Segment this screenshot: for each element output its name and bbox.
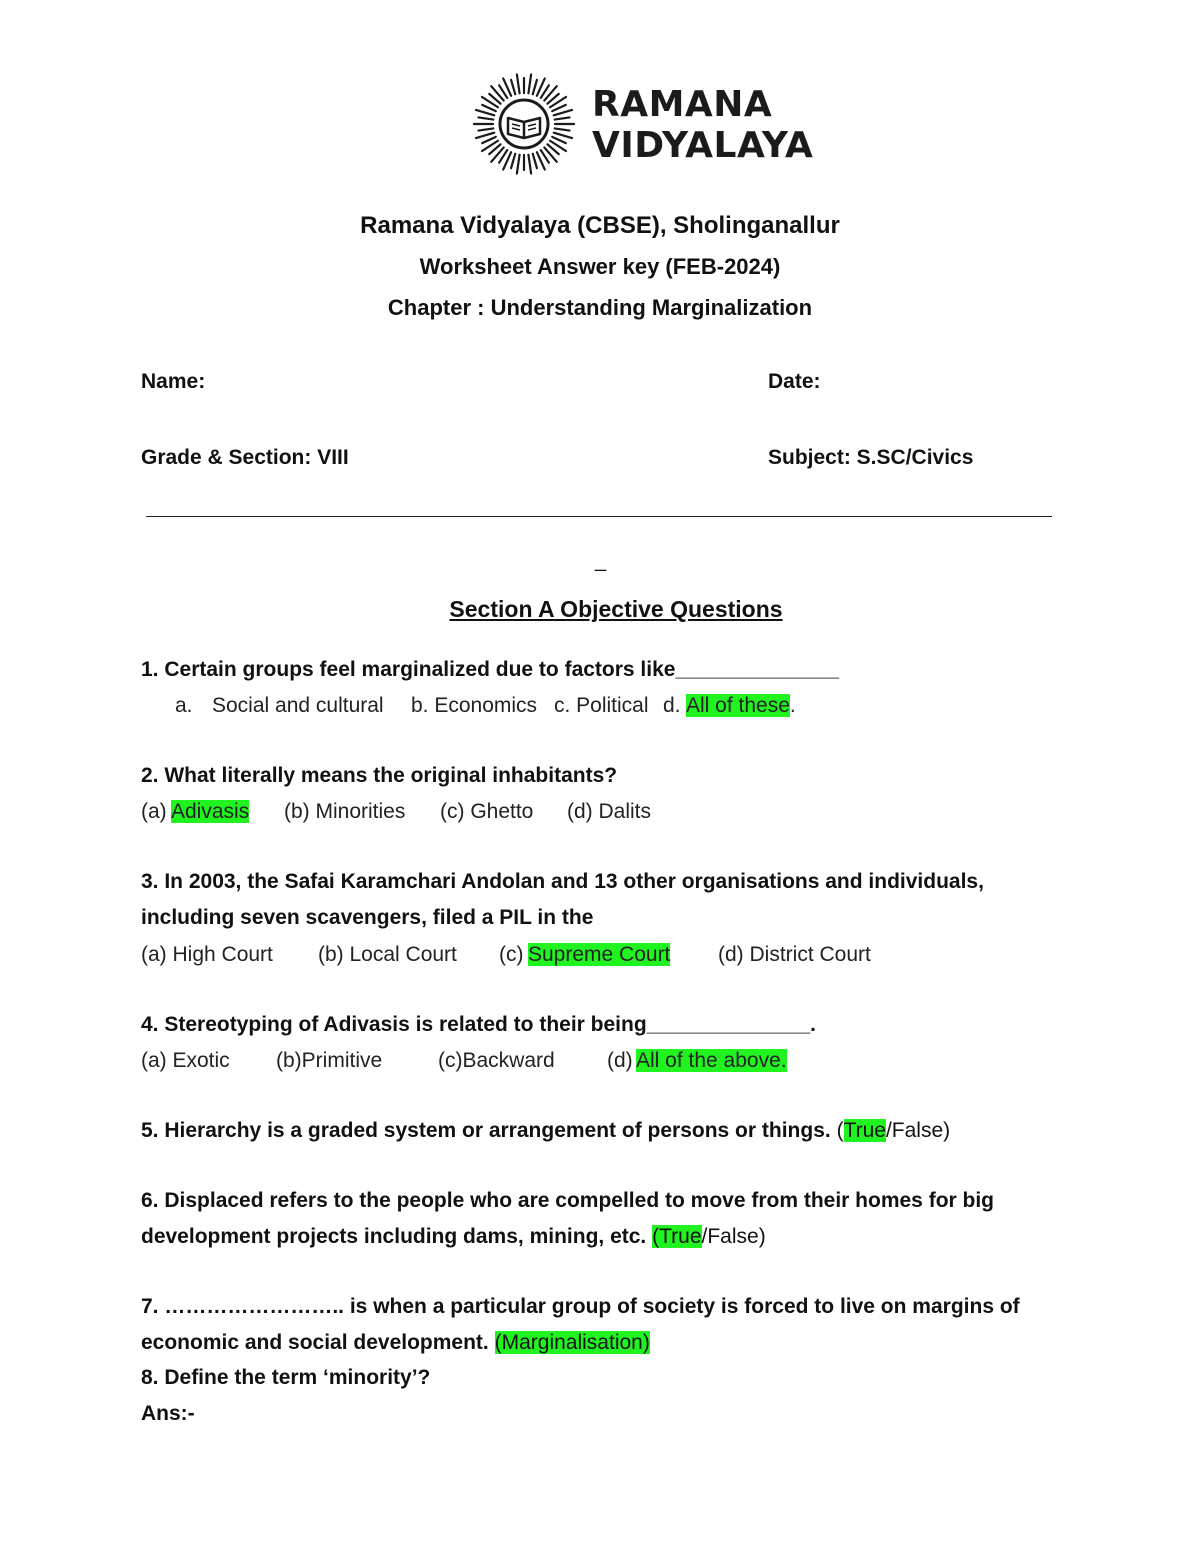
chapter-title: Chapter : Understanding Marginalization [387, 295, 813, 320]
q3-option-c-marker: (c) [499, 943, 524, 966]
q6-text-2: development projects including dams, mining, etc. [141, 1225, 647, 1248]
question-4: 4. Stereotyping of Adivasis is related to their being______________. [141, 1013, 817, 1036]
logo-ray [555, 117, 570, 119]
q4-answer-highlight: All of the above. [636, 1049, 787, 1072]
q1-option-c: c. Political [554, 694, 649, 717]
logo-line-2: VIDYALAYA [592, 125, 814, 166]
q3-option-a: (a) High Court [141, 943, 273, 966]
q2-option-a-marker: (a) [141, 800, 167, 823]
q4-answer [636, 1049, 787, 1073]
logo-ray [517, 75, 520, 94]
q6-answer-rest: /False) [701, 1225, 766, 1248]
logo-ray [528, 75, 531, 94]
q1-answer [686, 694, 796, 718]
logo-wordmark [592, 84, 813, 166]
grade-section-label: Grade & Section: VIII [141, 446, 349, 469]
question-7: 7. …………………….. is when a particular group of society is forced to live on margins of [141, 1295, 1020, 1318]
separator-dash: _ [595, 550, 607, 572]
logo-line-1: RAMANA [592, 84, 773, 125]
book-sunburst-icon [470, 72, 578, 176]
logo-ray [555, 128, 570, 130]
logo-ray [517, 155, 520, 174]
subject-label: Subject: S.SC/Civics [768, 446, 974, 469]
q1-option-b: b. Economics [411, 694, 538, 717]
date-label: Date: [768, 370, 821, 393]
q7-text-2: economic and social development. [141, 1331, 489, 1354]
q1-option-a-marker: a. [175, 694, 193, 717]
q2-answer [171, 800, 249, 824]
q2-option-d: (d) Dalits [567, 800, 652, 823]
q4-option-a: (a) Exotic [141, 1049, 230, 1072]
question-6: 6. Displaced refers to the people who are compelled to move from their homes for big [141, 1189, 995, 1212]
question-5 [141, 1119, 950, 1143]
q5-answer [837, 1119, 951, 1142]
q8-answer-label: Ans:- [141, 1402, 195, 1425]
logo-ray [554, 110, 572, 115]
question-6-line-2 [141, 1225, 766, 1249]
separator-line [146, 516, 1052, 517]
name-label: Name: [141, 370, 206, 393]
logo-ray [533, 80, 537, 94]
q1-answer-highlight: All of these [686, 694, 790, 717]
question-7-line-2 [141, 1331, 650, 1355]
logo-ray [533, 154, 537, 168]
question-3: 3. In 2003, the Safai Karamchari Andolan and 13 other organisations and individuals, [141, 870, 984, 893]
section-title: Section A Objective Questions [449, 596, 783, 622]
logo-ray [511, 80, 515, 94]
logo-ray [511, 154, 515, 168]
worksheet-title: Worksheet Answer key (FEB-2024) [419, 254, 781, 279]
logo-ray [478, 117, 493, 119]
q5-answer-rest: /False) [885, 1119, 951, 1142]
q3-option-d: (d) District Court [718, 943, 871, 966]
q5-answer-open: ( [836, 1119, 844, 1142]
q4-option-c: (c)Backward [438, 1049, 555, 1072]
q4-option-d-marker: (d) [607, 1049, 633, 1072]
q2-option-c: (c) Ghetto [440, 800, 534, 823]
q2-option-b: (b) Minorities [284, 800, 406, 823]
question-1: 1. Certain groups feel marginalized due to factors like______________ [141, 658, 839, 681]
q5-text: 5. Hierarchy is a graded system or arrangement of persons or things. [141, 1119, 831, 1142]
question-3-line-2: including seven scavengers, filed a PIL in the [141, 906, 594, 929]
q4-option-b: (b)Primitive [276, 1049, 383, 1072]
q7-answer-highlight: (Marginalisation) [494, 1331, 650, 1354]
q2-answer-highlight: Adivasis [171, 800, 250, 823]
q1-option-d-marker: d. [663, 694, 681, 717]
logo-ray [554, 133, 572, 138]
logo-ray [478, 128, 493, 130]
q1-answer-period: . [789, 694, 796, 717]
q3-answer-highlight: Supreme Court [528, 943, 671, 966]
school-name: Ramana Vidyalaya (CBSE), Sholinganallur [360, 212, 840, 239]
logo-ray [476, 133, 494, 138]
q1-option-a: Social and cultural [212, 694, 384, 717]
question-8: 8. Define the term ‘minority’? [141, 1366, 431, 1389]
q5-answer-highlight: True [843, 1119, 886, 1142]
question-2: 2. What literally means the original inhabitants? [141, 764, 618, 787]
q3-option-b: (b) Local Court [318, 943, 457, 966]
logo-ray [476, 110, 494, 115]
q6-answer [652, 1225, 766, 1248]
q6-answer-highlight: (True [652, 1225, 702, 1248]
logo-ray [528, 155, 531, 174]
school-logo [470, 72, 814, 176]
q3-answer [528, 943, 670, 967]
